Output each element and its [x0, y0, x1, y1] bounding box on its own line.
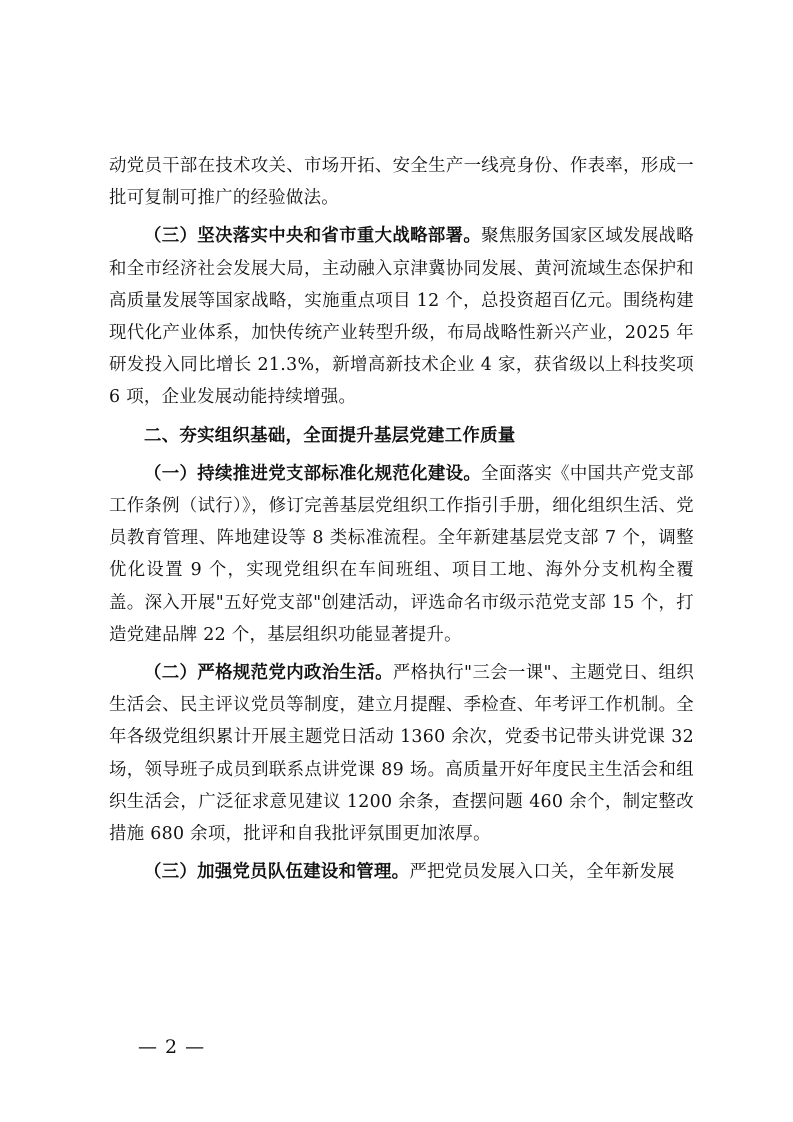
paragraph-section-1-3 [109, 220, 694, 413]
paragraph-section-2-3 [109, 856, 694, 888]
paragraph-text: 严格执行"三会一课"、主题党日、组织生活会、民主评议党员等制度，建立月提醒、季检查、年考评工作机制。全年各级党组织累计开展主题党日活动 1360 余次，党委书记带头讲党课 32 场，领导班子成员到联系点讲党课 89 场。高质量开好年度民主生活会和组织生活会，广泛征求意见建议 1200 余条，查摆问题 460 余个，制定整改措施 680 余项，批评和自我批评氛围更加浓厚。 [109, 663, 695, 845]
paragraph-continuation [109, 150, 694, 214]
paragraph-text: 严把党员发展入口关，全年新发展 [409, 862, 675, 883]
paragraph-lead-heading: （二）严格规范党内政治生活。 [144, 663, 393, 684]
paragraph-lead-heading: （三）坚决落实中央和省市重大战略部署。 [144, 226, 482, 247]
paragraph-text: 聚焦服务国家区域发展战略和全市经济社会发展大局，主动融入京津冀协同发展、黄河流域生态保护和高质量发展等国家战略，实施重点项目 12 个，总投资超百亿元。围绕构建现代化产业体系，加快传统产业转型升级，布局战略性新兴产业，2025 年研发投入同比增长 21.3%，新增高新技术企业 4 家，获省级以上科技奖项 6 项，企业发展动能持续增强。 [109, 226, 694, 408]
document-body [109, 150, 694, 888]
page-number: — 2 — [138, 1036, 206, 1058]
paragraph-lead-heading: （三）加强党员队伍建设和管理。 [144, 862, 410, 883]
section-heading-2: 二、夯实组织基础，全面提升基层党建工作质量 [144, 425, 516, 446]
paragraph-section-2-1 [109, 458, 694, 651]
paragraph-lead-heading: （一）持续推进党支部标准化规范化建设。 [144, 463, 482, 484]
paragraph-text: 动党员干部在技术攻关、市场开拓、安全生产一线亮身份、作表率，形成一批可复制可推广的经验做法。 [109, 156, 694, 209]
paragraph-section-2-2 [109, 657, 694, 850]
paragraph-text: 全面落实《中国共产党支部工作条例（试行）》，修订完善基层党组织工作指引手册，细化组织生活、党员教育管理、阵地建设等 8 类标准流程。全年新建基层党支部 7 个，调整优化设置 9 个，实现党组织在车间班组、项目工地、海外分支机构全覆盖。深入开展"五好党支部"创建活动，评选命名市级示范党支部 15 个，打造党建品牌 22 个，基层组织功能显著提升。 [109, 463, 694, 645]
